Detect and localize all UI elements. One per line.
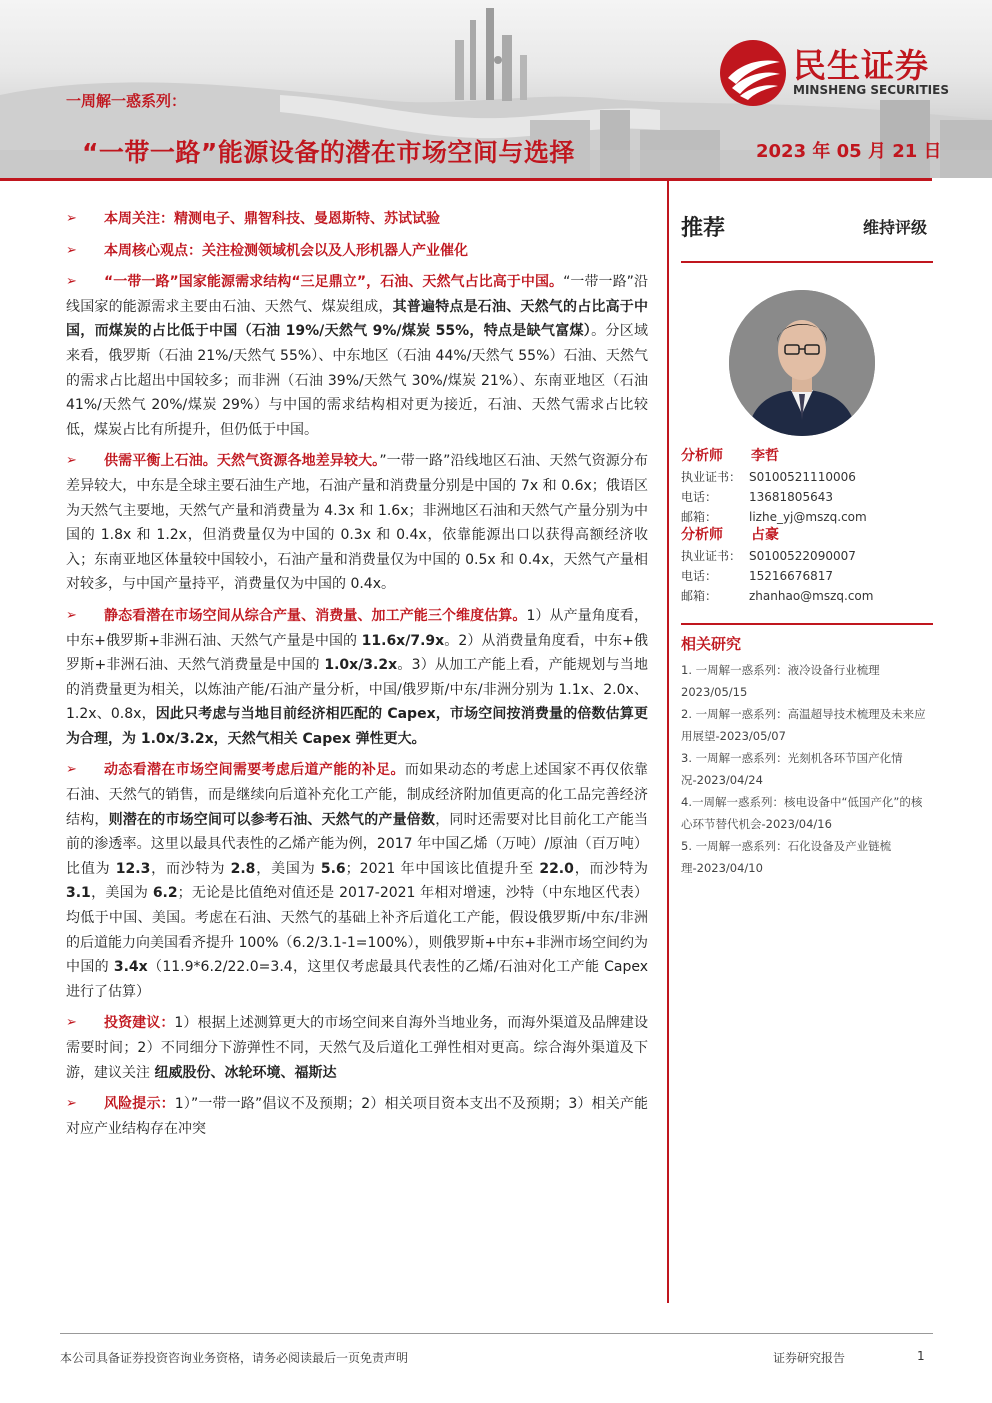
phone-number: 15216676817 bbox=[749, 569, 833, 583]
paragraph-supply-demand bbox=[66, 449, 648, 597]
risk-text: 1）”一带一路”倡议不及预期；2）相关项目资本支出不及预期；3）相关产能对应产业结构存在冲突 bbox=[66, 1096, 648, 1137]
bullet-arrow-icon: ➢ bbox=[66, 453, 77, 469]
dynamic-text-8: ；无论是比值绝对值还是 2017-2021 年相对增速，沙特（中东地区代表）均低于中国、美国。考虑在石油、天然气的基础上补齐后道化工产能，假设俄罗斯/中东/非洲的后道能力向美国看齐提升 100%（6.2/3.1-1=100%），则俄罗斯+中东+非洲市场空间约为中国的 bbox=[66, 885, 649, 976]
main-content bbox=[66, 207, 648, 1148]
dynamic-bold-7: 6.2 bbox=[152, 885, 178, 902]
advice-stocks: 纽威股份、冰轮环境、福斯达 bbox=[154, 1064, 337, 1081]
bullet-arrow-icon: ➢ bbox=[66, 1096, 77, 1112]
static-headline: 静态看潜在市场空间从综合产量、消费量、加工产能三个维度估算。 bbox=[104, 607, 527, 624]
minsheng-logo bbox=[718, 38, 968, 108]
logo-chinese-text: 民生证券 bbox=[793, 46, 929, 85]
dynamic-bold-2: 12.3 bbox=[115, 860, 151, 877]
static-text-1: 1）从产量角度看，中东+俄罗斯+非洲石油、天然气产量是中国的 bbox=[66, 607, 648, 649]
paragraph-core-view bbox=[66, 239, 648, 264]
paragraph-focus bbox=[66, 207, 648, 232]
sidebar bbox=[681, 205, 933, 875]
rating-label: 推荐 bbox=[681, 216, 726, 241]
report-title: “一带一路”能源设备的潜在市场空间与选择 bbox=[82, 138, 575, 167]
header-divider bbox=[0, 178, 932, 181]
maintain-rating-label: 维持评级 bbox=[862, 218, 927, 237]
page-number: 1 bbox=[917, 1349, 925, 1363]
advice-text: 1）根据上述测算更大的市场空间来自海外当地业务，而海外渠道及品牌建设需要时间；2）不同细分下游弹性不同，天然气及后道化工弹性相对更高。综合海外渠道及下游，建议关注 bbox=[66, 1015, 649, 1081]
related-item[interactable]: 4.一周解一惑系列：核电设备中“低国产化”的核心环节替代机会-2023/04/16 bbox=[681, 795, 923, 831]
email-address[interactable]: zhanhao@mszq.com bbox=[749, 589, 874, 603]
phone-number: 13681805643 bbox=[749, 490, 833, 504]
cert-number: S0100522090007 bbox=[749, 549, 856, 563]
related-item[interactable]: 3. 一周解一惑系列：光刻机各环节国产化情况-2023/04/24 bbox=[681, 751, 903, 787]
advice-headline: 投资建议： bbox=[104, 1015, 175, 1032]
static-text-3: 。3）从加工产能上看，产能规划与当地的消费量更为相关，以炼油产能/石油产量分析，中国/俄罗斯/中东/非洲分别为 1.1x、2.0x、1.2x、0.8x， bbox=[66, 657, 648, 723]
dynamic-text-9: （11.9*6.2/22.0=3.4，这里仅考虑最具代表性的乙烯/石油对化工产能 Capex 进行了估算） bbox=[66, 959, 648, 1000]
analyst-photo bbox=[729, 290, 875, 436]
dynamic-bold-5: 22.0 bbox=[539, 860, 574, 877]
email-address[interactable]: lizhe_yj@mszq.com bbox=[749, 510, 867, 524]
dynamic-bold-4: 5.6 bbox=[320, 860, 346, 877]
rating-row bbox=[681, 205, 933, 253]
analyst-name: 占豪 bbox=[751, 527, 779, 543]
dynamic-text-2: ，同时还需要对比目前化工产能当前的渗透率。这里以最具代表性的乙烯产能为例，2017 年中国乙烯（万吨）/原油（百万吨）比值为 bbox=[66, 811, 649, 877]
static-text-2: 。2）从消费量角度看，中东+俄罗斯+非洲石油、天然气消费量是中国的 bbox=[66, 632, 648, 674]
dynamic-text-5: ；2021 年中国该比值提升至 bbox=[345, 860, 540, 877]
footer-disclaimer: 本公司具备证券投资咨询业务资格，请务必阅读最后一页免责声明 bbox=[60, 1351, 409, 1365]
bullet-arrow-icon: ➢ bbox=[66, 1015, 77, 1031]
core-view-headline: 本周核心观点：关注检测领域机会以及人形机器人产业催化 bbox=[104, 242, 468, 259]
email-label: 邮箱： bbox=[681, 589, 718, 603]
dynamic-text-1: 而如果动态的考虑上述国家不再仅依靠石油、天然气的销售，而是继续向后道补充化工产能，制成经济附加值更高的化工品完善经济结构， bbox=[66, 762, 649, 828]
cert-label: 执业证书： bbox=[681, 549, 742, 563]
column-divider bbox=[667, 178, 669, 1303]
bullet-arrow-icon: ➢ bbox=[66, 607, 77, 623]
analyst-portrait-image bbox=[729, 290, 875, 436]
dynamic-text-3: ，而沙特为 bbox=[150, 860, 231, 877]
dynamic-text-7: ，美国为 bbox=[90, 885, 153, 902]
bullet-arrow-icon: ➢ bbox=[66, 211, 77, 226]
demand-text-1: “一带一路”沿线国家的能源需求主要由石油、天然气、煤炭组成， bbox=[66, 274, 648, 315]
bullet-arrow-icon: ➢ bbox=[66, 274, 77, 290]
related-item[interactable]: 2. 一周解一惑系列：高温超导技术梳理及未来应用展望-2023/05/07 bbox=[681, 707, 926, 743]
demand-headline: “一带一路”国家能源需求结构“三足鼎立”，石油、天然气占比高于中国。 bbox=[104, 274, 564, 291]
static-bold-1: 11.6x/7.9x bbox=[361, 632, 445, 649]
email-label: 邮箱： bbox=[681, 510, 718, 524]
cert-label: 执业证书： bbox=[681, 470, 742, 484]
dynamic-text-4: ，美国为 bbox=[255, 860, 321, 877]
dynamic-text-6: ，而沙特为 bbox=[573, 860, 649, 877]
paragraph-demand-structure bbox=[66, 270, 648, 442]
analyst-card-2 bbox=[681, 524, 933, 606]
sidebar-divider bbox=[681, 261, 933, 263]
bullet-arrow-icon: ➢ bbox=[66, 762, 77, 778]
analyst-card-1 bbox=[681, 445, 933, 527]
cert-number: S0100521110006 bbox=[749, 470, 856, 484]
paragraph-dynamic-market bbox=[66, 758, 648, 1004]
paragraph-risk bbox=[66, 1092, 648, 1141]
series-label: 一周解一惑系列： bbox=[66, 92, 187, 110]
header-banner bbox=[0, 0, 992, 178]
paragraph-investment-advice bbox=[66, 1011, 648, 1085]
static-bold-2: 1.0x/3.2x bbox=[324, 657, 398, 674]
supply-text: ”一带一路”沿线地区石油、天然气资源分布差异较大，中东是全球主要石油生产地，石油产量和消费量分别是中国的 7x 和 0.6x；俄语区为天然气主要地，天然气产量和消费量为 4.3x 和 1.6x；非洲地区石油和天然气产量分别为中国的 1.8x 和 1.2x，但消费量仅为中国的 0.3x 和 0.4x，依靠能源出口以获得高额经济收入；东南亚地区体量较中国较小，石油产量和消费量仅为中国的 0.5x 和 0.4x，天然气产量相对较多，与中国产量持平，消费量仅为中国的 0.4x。 bbox=[66, 453, 649, 593]
focus-headline: 本周关注：精测电子、鼎智科技、曼恩斯特、苏试试验 bbox=[104, 211, 440, 227]
phone-label: 电话： bbox=[681, 490, 718, 504]
supply-headline: 供需平衡上石油。天然气资源各地差异较大。 bbox=[104, 453, 380, 470]
related-research-title: 相关研究 bbox=[681, 635, 742, 653]
dynamic-bold-8: 3.4x bbox=[113, 959, 148, 976]
analyst-role: 分析师 bbox=[681, 448, 723, 464]
related-item[interactable]: 1. 一周解一惑系列：液冷设备行业梳理 2023/05/15 bbox=[681, 663, 880, 699]
static-bold-3: 因此只考虑与当地目前经济相匹配的 Capex，市场空间按消费量的倍数估算更为合理，为 1.0x/3.2x，天然气相关 Capex 弹性更大。 bbox=[66, 706, 648, 747]
paragraph-static-market bbox=[66, 604, 648, 752]
dynamic-bold-1: 则潜在的市场空间可以参考石油、天然气的产量倍数 bbox=[108, 811, 436, 828]
bullet-arrow-icon: ➢ bbox=[66, 242, 77, 258]
footer-report-type: 证券研究报告 bbox=[773, 1351, 846, 1365]
dynamic-bold-6: 3.1 bbox=[66, 885, 91, 902]
analyst-role: 分析师 bbox=[681, 527, 723, 543]
related-item[interactable]: 5. 一周解一惑系列：石化设备及产业链梳理-2023/04/10 bbox=[681, 839, 892, 875]
demand-text-2: 。分区域来看，俄罗斯（石油 21%/天然气 55%）、中东地区（石油 44%/天然气 55%）石油、天然气的需求占比超出中国较多；而非洲（石油 39%/天然气 30%/煤炭 21%）、东南亚地区（石油 41%/天然气 20%/煤炭 29%）与中国的需求结构相对更为接近，石油、天然气需求占比较低，煤炭占比有所提升，但仍低于中国。 bbox=[66, 323, 649, 438]
minsheng-emblem-icon bbox=[718, 38, 788, 108]
logo-english-text: MINSHENG SECURITIES bbox=[793, 83, 949, 97]
dynamic-headline: 动态看潜在市场空间需要考虑后道产能的补足。 bbox=[104, 762, 405, 779]
dynamic-bold-3: 2.8 bbox=[230, 860, 256, 877]
risk-headline: 风险提示： bbox=[104, 1096, 175, 1113]
analyst-name: 李哲 bbox=[751, 448, 779, 464]
footer-divider bbox=[60, 1333, 933, 1334]
demand-bold-1: 其普遍特点是石油、天然气的占比高于中国，而煤炭的占比低于中国（石油 19%/天然气 9%/煤炭 55%，特点是缺气富煤） bbox=[66, 298, 649, 340]
related-divider bbox=[681, 623, 933, 625]
phone-label: 电话： bbox=[681, 569, 718, 583]
related-research-list bbox=[681, 659, 926, 879]
report-date: 2023 年 05 月 21 日 bbox=[756, 141, 942, 162]
